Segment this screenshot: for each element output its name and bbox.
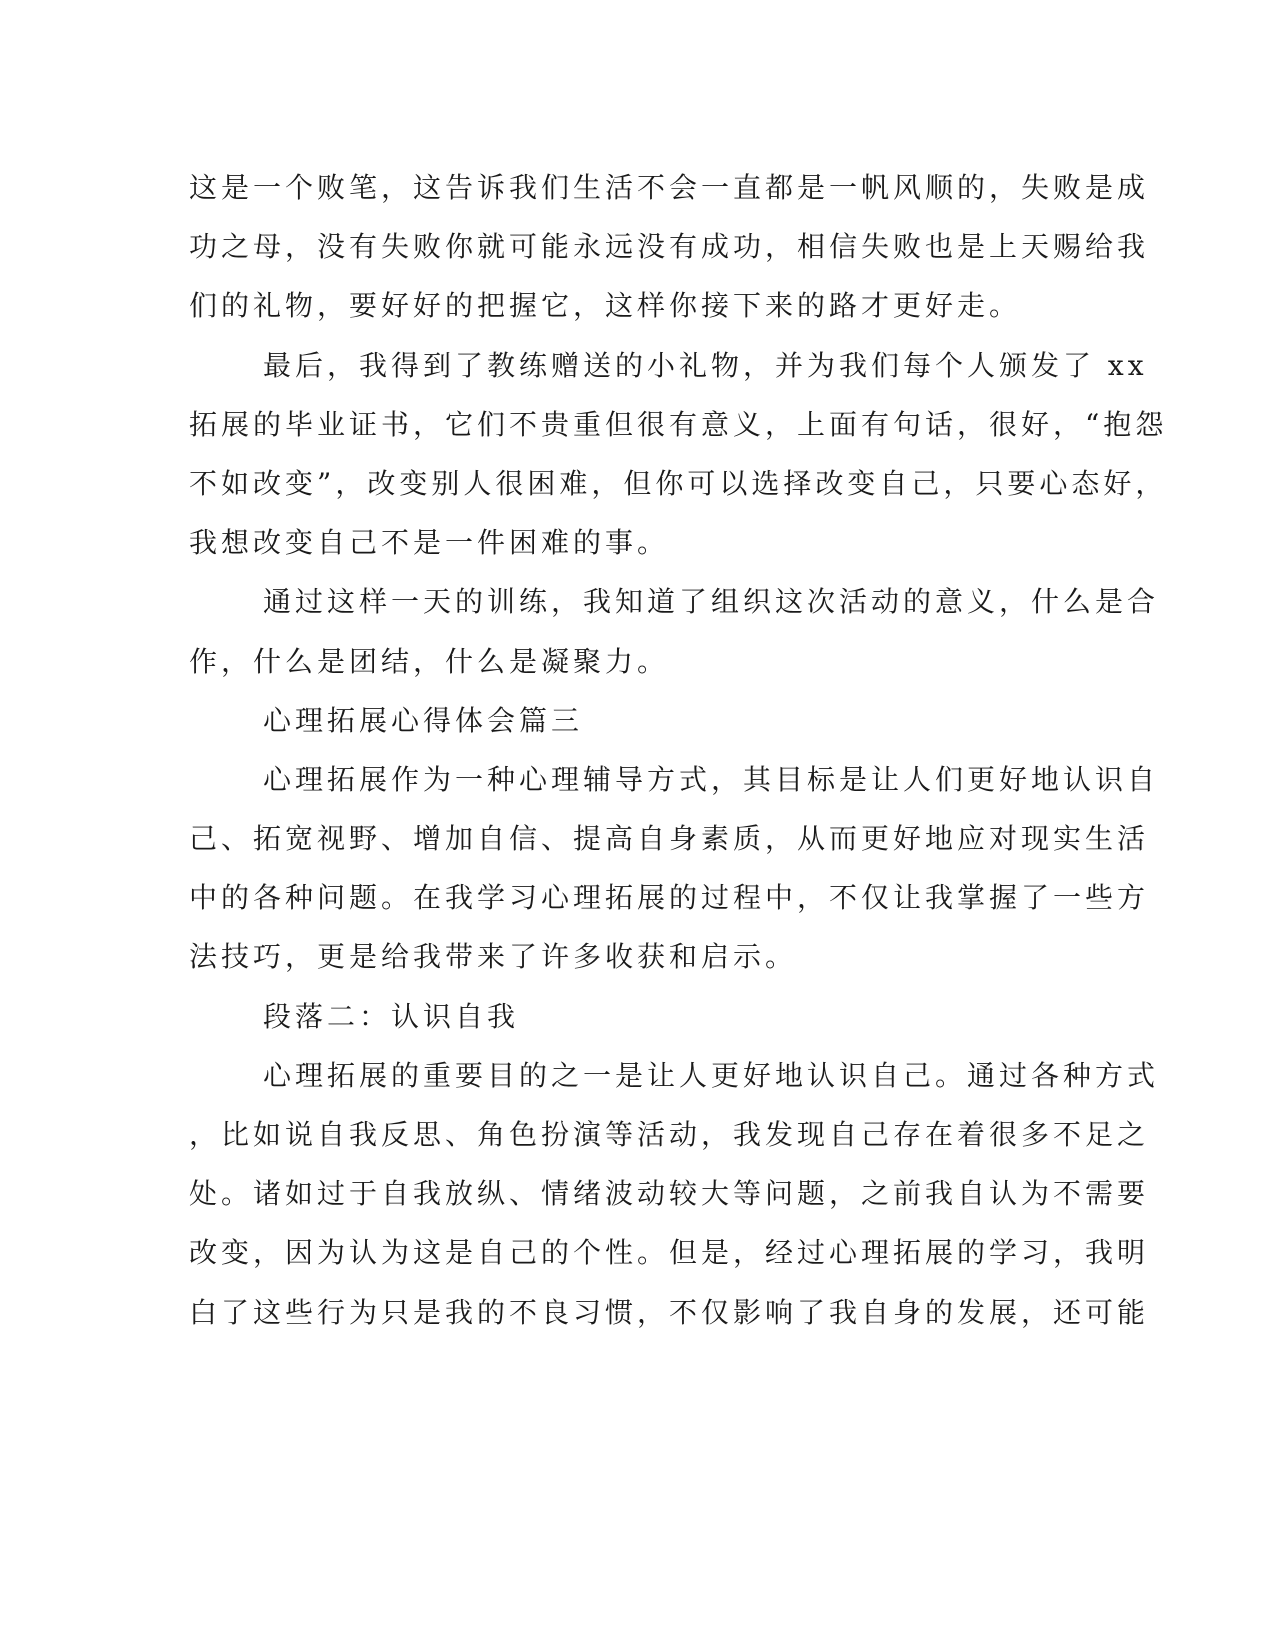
text-line: 心理拓展作为一种心理辅导方式，其目标是让人们更好地认识自 — [263, 762, 1160, 796]
text-line: ，比如说自我反思、角色扮演等活动，我发现自己存在着很多不足之 — [189, 1118, 1150, 1151]
text-line: 处。诸如过于自我放纵、情绪波动较大等问题，之前我自认为不需要 — [189, 1177, 1150, 1211]
text-line: 拓展的毕业证书，它们不贵重但很有意义，上面有句话，很好，“抱怨 — [189, 407, 1168, 441]
text-line: 白了这些行为只是我的不良习惯，不仅影响了我自身的发展，还可能 — [189, 1295, 1150, 1329]
text-line: 我想改变自己不是一件困难的事。 — [189, 526, 670, 560]
text-line: 法技巧，更是给我带来了许多收获和启示。 — [189, 940, 798, 974]
text-line: 这是一个败笔，这告诉我们生活不会一直都是一帆风顺的，失败是成 — [189, 171, 1150, 204]
text-line: 心理拓展心得体会篇三 — [263, 703, 584, 737]
text-line: 通过这样一天的训练，我知道了组织这次活动的意义，什么是合 — [263, 585, 1160, 619]
document-body — [189, 158, 1168, 1342]
text-line: 作，什么是团结，什么是凝聚力。 — [189, 644, 670, 678]
text-line: 心理拓展的重要目的之一是让人更好地认识自己。通过各种方式 — [263, 1058, 1160, 1092]
text-line: 不如改变”，改变别人很困难，但你可以选择改变自己，只要心态好， — [189, 466, 1168, 500]
text-line: 功之母，没有失败你就可能永远没有成功，相信失败也是上天赐给我 — [189, 230, 1150, 264]
text-line: 们的礼物，要好好的把握它，这样你接下来的路才更好走。 — [189, 289, 1022, 323]
text-line: 改变，因为认为这是自己的个性。但是，经过心理拓展的学习，我明 — [189, 1236, 1150, 1270]
text-line: 中的各种问题。在我学习心理拓展的过程中，不仅让我掌握了一些方 — [189, 881, 1150, 915]
text-line: 己、拓宽视野、增加自信、提高自身素质，从而更好地应对现实生活 — [189, 822, 1150, 856]
text-line: 最后，我得到了教练赠送的小礼物，并为我们每个人颁发了 xx — [263, 348, 1148, 382]
text-line: 段落二：认识自我 — [263, 999, 520, 1033]
